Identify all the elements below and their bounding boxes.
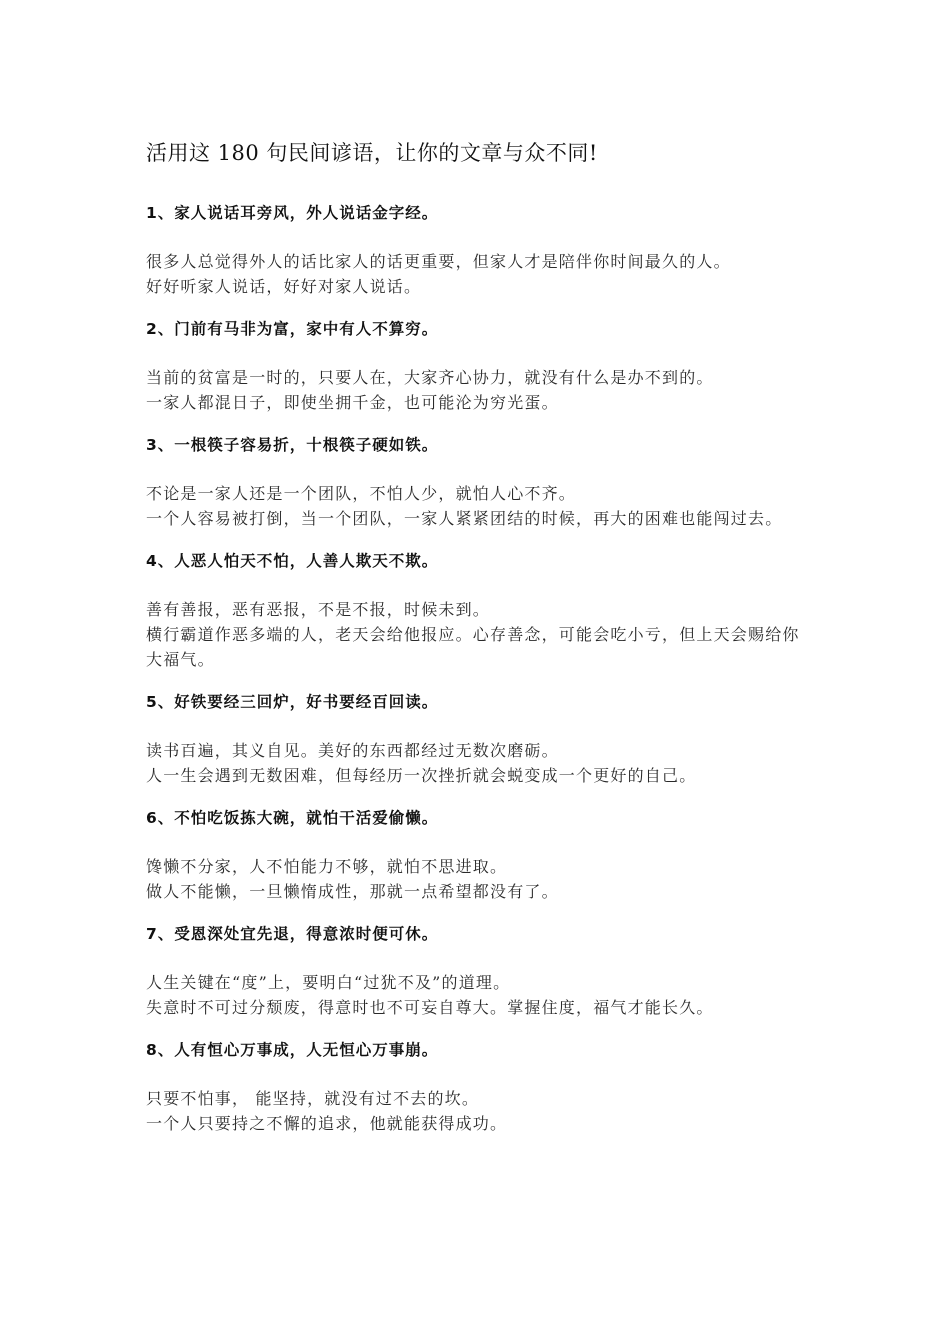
proverb-explanation <box>146 481 806 531</box>
proverb-entry-2 <box>146 317 806 415</box>
proverb-entry-1 <box>146 201 806 299</box>
proverb-heading: 3、一根筷子容易折，十根筷子硬如铁。 <box>146 436 439 454</box>
proverb-heading: 7、受恩深处宜先退，得意浓时便可休。 <box>146 925 439 943</box>
proverb-entry-5 <box>146 690 806 788</box>
proverb-entry-8 <box>146 1038 806 1136</box>
proverb-heading: 6、不怕吃饭拣大碗，就怕干活爱偷懒。 <box>146 809 439 827</box>
explanation-line: 读书百遍，其义自见。美好的东西都经过无数次磨砺。 <box>146 741 559 760</box>
explanation-line: 失意时不可过分颓废，得意时也不可妄自尊大。掌握住度，福气才能长久。 <box>146 998 714 1017</box>
proverb-explanation <box>146 365 806 415</box>
document-title: 活用这 180 句民间谚语，让你的文章与众不同! <box>146 141 598 165</box>
proverb-explanation <box>146 597 806 672</box>
explanation-line: 横行霸道作恶多端的人，老天会给他报应。心存善念，可能会吃小亏，但上天会赐给你大福气。 <box>146 625 800 669</box>
proverb-explanation <box>146 738 806 788</box>
explanation-line: 馋懒不分家，人不怕能力不够，就怕不思进取。 <box>146 857 508 876</box>
proverb-entry-4 <box>146 549 806 672</box>
proverb-heading: 8、人有恒心万事成，人无恒心万事崩。 <box>146 1041 439 1059</box>
explanation-line: 做人不能懒，一旦懒惰成性，那就一点希望都没有了。 <box>146 882 559 901</box>
document-page <box>146 138 806 1154</box>
proverb-entry-7 <box>146 922 806 1020</box>
explanation-line: 一个人容易被打倒，当一个团队，一家人紧紧团结的时候，再大的困难也能闯过去。 <box>146 509 783 528</box>
proverb-heading: 2、门前有马非为富，家中有人不算穷。 <box>146 320 439 338</box>
proverb-entry-6 <box>146 806 806 904</box>
proverb-heading: 4、人恶人怕天不怕，人善人欺天不欺。 <box>146 552 439 570</box>
explanation-line: 一个人只要持之不懈的追求，他就能获得成功。 <box>146 1114 508 1133</box>
explanation-line: 不论是一家人还是一个团队，不怕人少，就怕人心不齐。 <box>146 484 577 503</box>
proverb-explanation <box>146 1086 806 1136</box>
explanation-line: 一家人都混日子，即使坐拥千金，也可能沦为穷光蛋。 <box>146 393 559 412</box>
explanation-line: 很多人总觉得外人的话比家人的话更重要，但家人才是陪伴你时间最久的人。 <box>146 252 731 271</box>
explanation-line: 只要不怕事， 能坚持，就没有过不去的坎。 <box>146 1089 480 1108</box>
proverb-heading: 5、好铁要经三回炉，好书要经百回读。 <box>146 693 439 711</box>
proverb-explanation <box>146 854 806 904</box>
explanation-line: 好好听家人说话，好好对家人说话。 <box>146 277 422 296</box>
proverb-entry-3 <box>146 433 806 531</box>
explanation-line: 善有善报，恶有恶报，不是不报，时候未到。 <box>146 600 491 619</box>
explanation-line: 人生关键在“度”上，要明白“过犹不及”的道理。 <box>146 973 511 992</box>
proverb-explanation <box>146 970 806 1020</box>
explanation-line: 人一生会遇到无数困难，但每经历一次挫折就会蜕变成一个更好的自己。 <box>146 766 697 785</box>
proverb-explanation <box>146 249 806 299</box>
explanation-line: 当前的贫富是一时的，只要人在，大家齐心协力，就没有什么是办不到的。 <box>146 368 714 387</box>
proverb-heading: 1、家人说话耳旁风，外人说话金字经。 <box>146 204 439 222</box>
